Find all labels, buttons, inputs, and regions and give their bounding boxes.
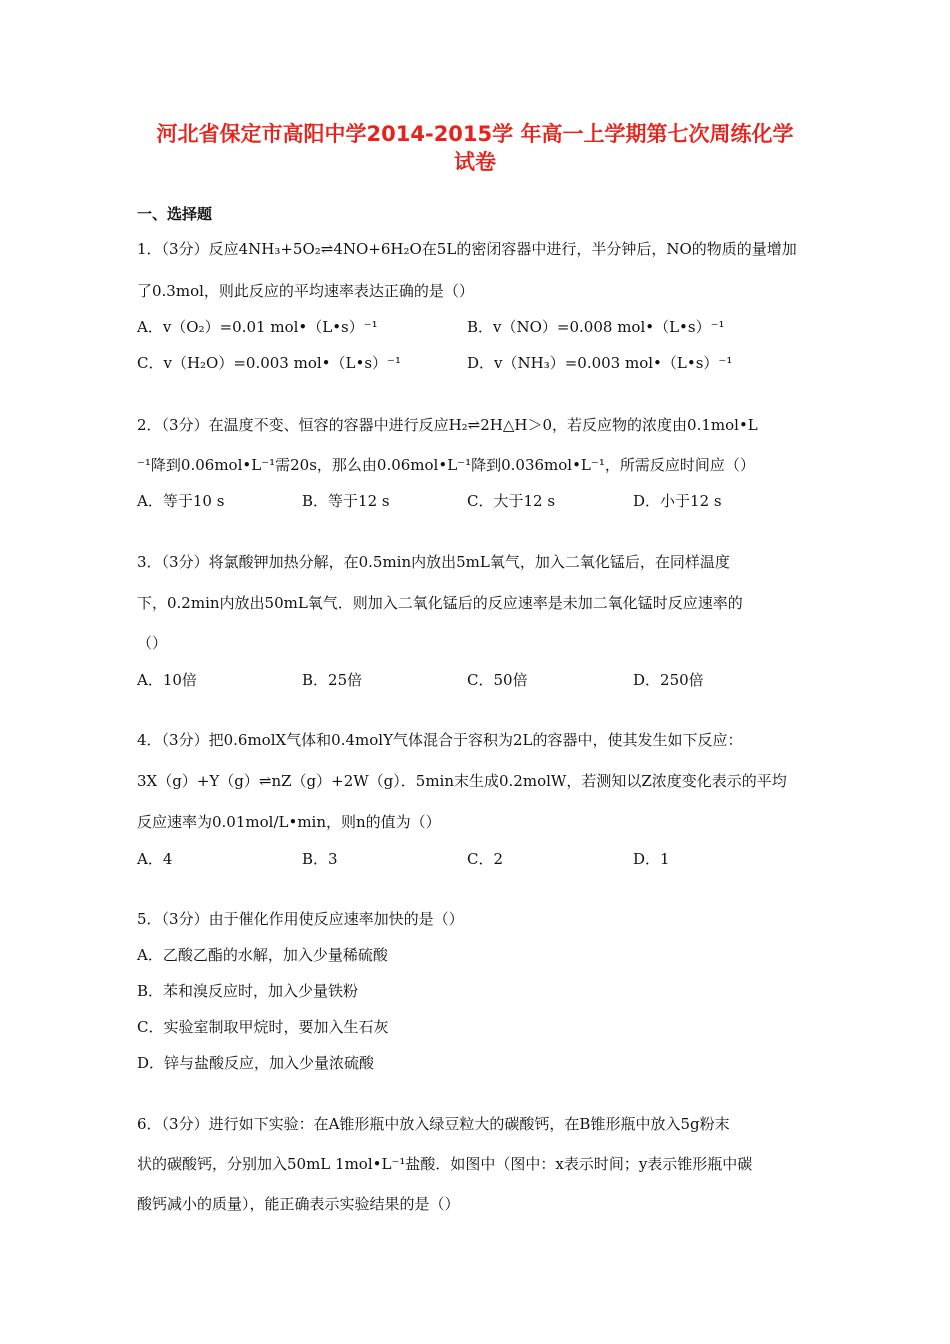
q2-option-d: D．小于12 s (633, 492, 722, 510)
q1-stem-line1: 1．（3分）反应4NH₃+5O₂⇌4NO+6H₂O在5L的密闭容器中进行，半分钟后，NO的物质的量增加 (137, 240, 797, 258)
exam-title-line1: 河北省保定市高阳中学2014-2015学 年高一上学期第七次周练化学 (156, 122, 794, 146)
q6-stem-line2: 状的碳酸钙，分别加入50mL 1mol•L⁻¹盐酸．如图中（图中：x表示时间；y表示锥形瓶中碳 (137, 1155, 753, 1173)
q1-option-c: C．v（H₂O）=0.003 mol•（L•s）⁻¹ (137, 354, 401, 372)
q3-option-a: A．10倍 (137, 671, 197, 689)
q3-stem-line2: 下，0.2min内放出50mL氧气．则加入二氧化锰后的反应速率是未加二氧化锰时反应速率的 (137, 594, 743, 612)
q1-stem-line2: 了0.3mol，则此反应的平均速率表达正确的是（） (137, 282, 474, 300)
q4-option-c: C．2 (467, 850, 504, 868)
q3-option-c: C．50倍 (467, 671, 528, 689)
q5-option-c: C．实验室制取甲烷时，要加入生石灰 (137, 1018, 389, 1036)
section-heading: 一、选择题 (137, 205, 213, 223)
q2-stem-line1: 2．（3分）在温度不变、恒容的容器中进行反应H₂⇌2H△H＞0，若反应物的浓度由0.1mol•L (137, 416, 758, 434)
q6-stem-line1: 6．（3分）进行如下实验：在A锥形瓶中放入绿豆粒大的碳酸钙，在B锥形瓶中放入5g粉末 (137, 1115, 730, 1133)
q5-option-a: A．乙酸乙酯的水解，加入少量稀硫酸 (137, 946, 388, 964)
q4-option-d: D．1 (633, 850, 670, 868)
q2-option-c: C．大于12 s (467, 492, 556, 510)
q6-stem-line3: 酸钙减小的质量），能正确表示实验结果的是（） (137, 1195, 460, 1213)
q2-option-a: A．等于10 s (137, 492, 225, 510)
q4-stem-line1: 4．（3分）把0.6molX气体和0.4molY气体混合于容积为2L的容器中，使其发生如下反应： (137, 731, 743, 749)
q2-stem-line2: ⁻¹降到0.06mol•L⁻¹需20s，那么由0.06mol•L⁻¹降到0.036mol•L⁻¹，所需反应时间应（） (137, 456, 755, 474)
q4-stem-line3: 反应速率为0.01mol/L•min，则n的值为（） (137, 813, 441, 831)
q1-option-b: B．v（NO）=0.008 mol•（L•s）⁻¹ (467, 318, 725, 336)
q1-option-a: A．v（O₂）=0.01 mol•（L•s）⁻¹ (137, 318, 378, 336)
q4-option-b: B．3 (302, 850, 338, 868)
q1-option-d: D．v（NH₃）=0.003 mol•（L•s）⁻¹ (467, 354, 733, 372)
q5-option-b: B．苯和溴反应时，加入少量铁粉 (137, 982, 359, 1000)
q3-stem-line3: （） (137, 634, 168, 652)
q5-option-d: D．锌与盐酸反应，加入少量浓硫酸 (137, 1054, 375, 1072)
q5-stem-line1: 5．（3分）由于催化作用使反应速率加快的是（） (137, 910, 464, 928)
q3-stem-line1: 3．（3分）将氯酸钾加热分解，在0.5min内放出5mL氧气，加入二氧化锰后，在同样温度 (137, 553, 730, 571)
q4-option-a: A．4 (137, 850, 173, 868)
q3-option-d: D．250倍 (633, 671, 704, 689)
q3-option-b: B．25倍 (302, 671, 363, 689)
q4-stem-line2: 3X（g）+Y（g）⇌nZ（g）+2W（g）．5min末生成0.2molW，若测知以Z浓度变化表示的平均 (137, 772, 787, 790)
q2-option-b: B．等于12 s (302, 492, 390, 510)
exam-title-line2: 试卷 (454, 150, 496, 174)
